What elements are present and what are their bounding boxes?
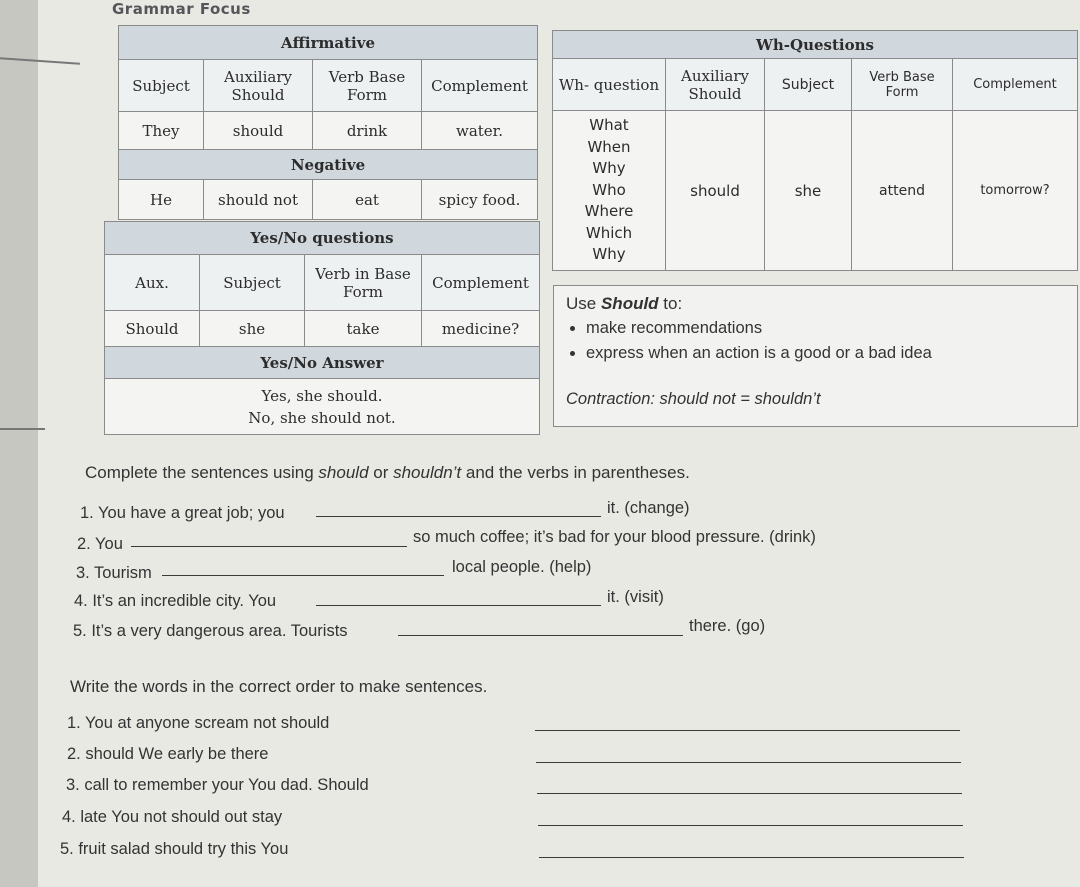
wh-word: Who [592, 180, 626, 199]
wh-word: Where [584, 202, 634, 221]
header-verb-in-base-form: Verb in Base Form [305, 255, 422, 311]
affirmative-negative-table [118, 25, 538, 220]
answer-line[interactable] [539, 857, 964, 858]
exercise2-instruction: Write the words in the correct order to make sentences. [70, 677, 488, 696]
header-complement: Complement [422, 60, 538, 112]
exercise1-item-suffix: local people. (help) [452, 558, 592, 576]
neg-subject: He [119, 180, 204, 220]
exercise2-item: 4. late You not should out stay [62, 808, 283, 826]
aff-auxiliary: should [204, 112, 313, 150]
margin-rule [0, 428, 45, 430]
answer-blank[interactable] [398, 635, 683, 636]
usage-box [553, 285, 1078, 427]
header-verb-base-form: Verb Base Form [313, 60, 422, 112]
answer-line[interactable] [535, 730, 960, 731]
exercise1-item-suffix: there. (go) [689, 617, 766, 635]
exercise1-instruction: Complete the sentences using should or shouldn’t and the verbs in parentheses. [85, 463, 690, 482]
negative-title: Negative [119, 150, 538, 180]
header-subject: Subject [765, 59, 852, 111]
yesno-complement: medicine? [422, 311, 540, 347]
aff-complement: water. [422, 112, 538, 150]
yesno-aux: Should [105, 311, 200, 347]
wh-word: Why [592, 159, 626, 178]
exercise2-item: 2. should We early be there [67, 745, 269, 763]
answer-yes: Yes, she should. [261, 386, 383, 405]
exercise1-item-prefix: 4. It’s an incredible city. You [74, 592, 277, 610]
answer-blank[interactable] [162, 575, 444, 576]
answer-line[interactable] [537, 793, 962, 794]
exercise1-item-prefix: 1. You have a great job; you [80, 504, 285, 522]
wh-subject: she [765, 111, 852, 271]
neg-verb: eat [313, 180, 422, 220]
exercise1-item-suffix: it. (visit) [607, 588, 664, 606]
answer-blank[interactable] [316, 605, 601, 606]
aff-verb: drink [313, 112, 422, 150]
header-auxiliary: Auxiliary Should [666, 59, 765, 111]
exercise2-item: 1. You at anyone scream not should [67, 714, 330, 732]
header-aux: Aux. [105, 255, 200, 311]
affirmative-title: Affirmative [119, 26, 538, 60]
wh-title: Wh-Questions [553, 31, 1078, 59]
contraction-note: Contraction: should not = shouldn’t [566, 390, 821, 408]
usage-bullet: • express when an action is a good or a bad idea [586, 341, 932, 366]
wh-complement: tomorrow? [953, 111, 1078, 271]
exercise1-item-prefix: 2. You [77, 535, 123, 553]
wh-word: Why [592, 245, 626, 264]
header-complement: Complement [953, 59, 1078, 111]
yesno-title: Yes/No questions [105, 222, 540, 255]
answer-blank[interactable] [131, 546, 407, 547]
exercise1-item-prefix: 3. Tourism [76, 564, 152, 582]
wh-word: What [589, 116, 629, 135]
page-shadow [0, 0, 38, 887]
exercise1-item-prefix: 5. It’s a very dangerous area. Tourists [73, 622, 348, 640]
answer-line[interactable] [536, 762, 961, 763]
yes-no-table [104, 221, 540, 435]
wh-questions-table [552, 30, 1078, 271]
usage-bullet: • make recommendations [586, 316, 932, 341]
aff-subject: They [119, 112, 204, 150]
exercise2-item: 5. fruit salad should try this You [60, 840, 289, 858]
header-subject: Subject [119, 60, 204, 112]
answer-line[interactable] [538, 825, 963, 826]
wh-word: When [587, 137, 631, 156]
wh-word-list [553, 111, 666, 271]
yesno-answer-title: Yes/No Answer [105, 347, 540, 379]
answer-no: No, she should not. [248, 408, 396, 427]
wh-word: Which [585, 223, 633, 242]
yesno-verb: take [305, 311, 422, 347]
neg-auxiliary: should not [204, 180, 313, 220]
wh-verb: attend [852, 111, 953, 271]
neg-complement: spicy food. [422, 180, 538, 220]
header-complement: Complement [422, 255, 540, 311]
exercise1-item-suffix: it. (change) [607, 499, 690, 517]
header-auxiliary: Auxiliary Should [204, 60, 313, 112]
yesno-subject: she [200, 311, 305, 347]
section-banner: Grammar Focus [112, 0, 251, 18]
usage-list [568, 316, 932, 366]
header-subject: Subject [200, 255, 305, 311]
wh-auxiliary: should [666, 111, 765, 271]
header-verb-base-form: Verb Base Form [852, 59, 953, 111]
yesno-answers [105, 379, 540, 435]
exercise2-item: 3. call to remember your You dad. Should [66, 776, 369, 794]
exercise1-item-suffix: so much coffee; it’s bad for your blood pressure. (drink) [413, 528, 816, 546]
usage-title: Use Should to: [566, 294, 683, 313]
answer-blank[interactable] [316, 516, 601, 517]
header-wh-question: Wh- question [553, 59, 666, 111]
